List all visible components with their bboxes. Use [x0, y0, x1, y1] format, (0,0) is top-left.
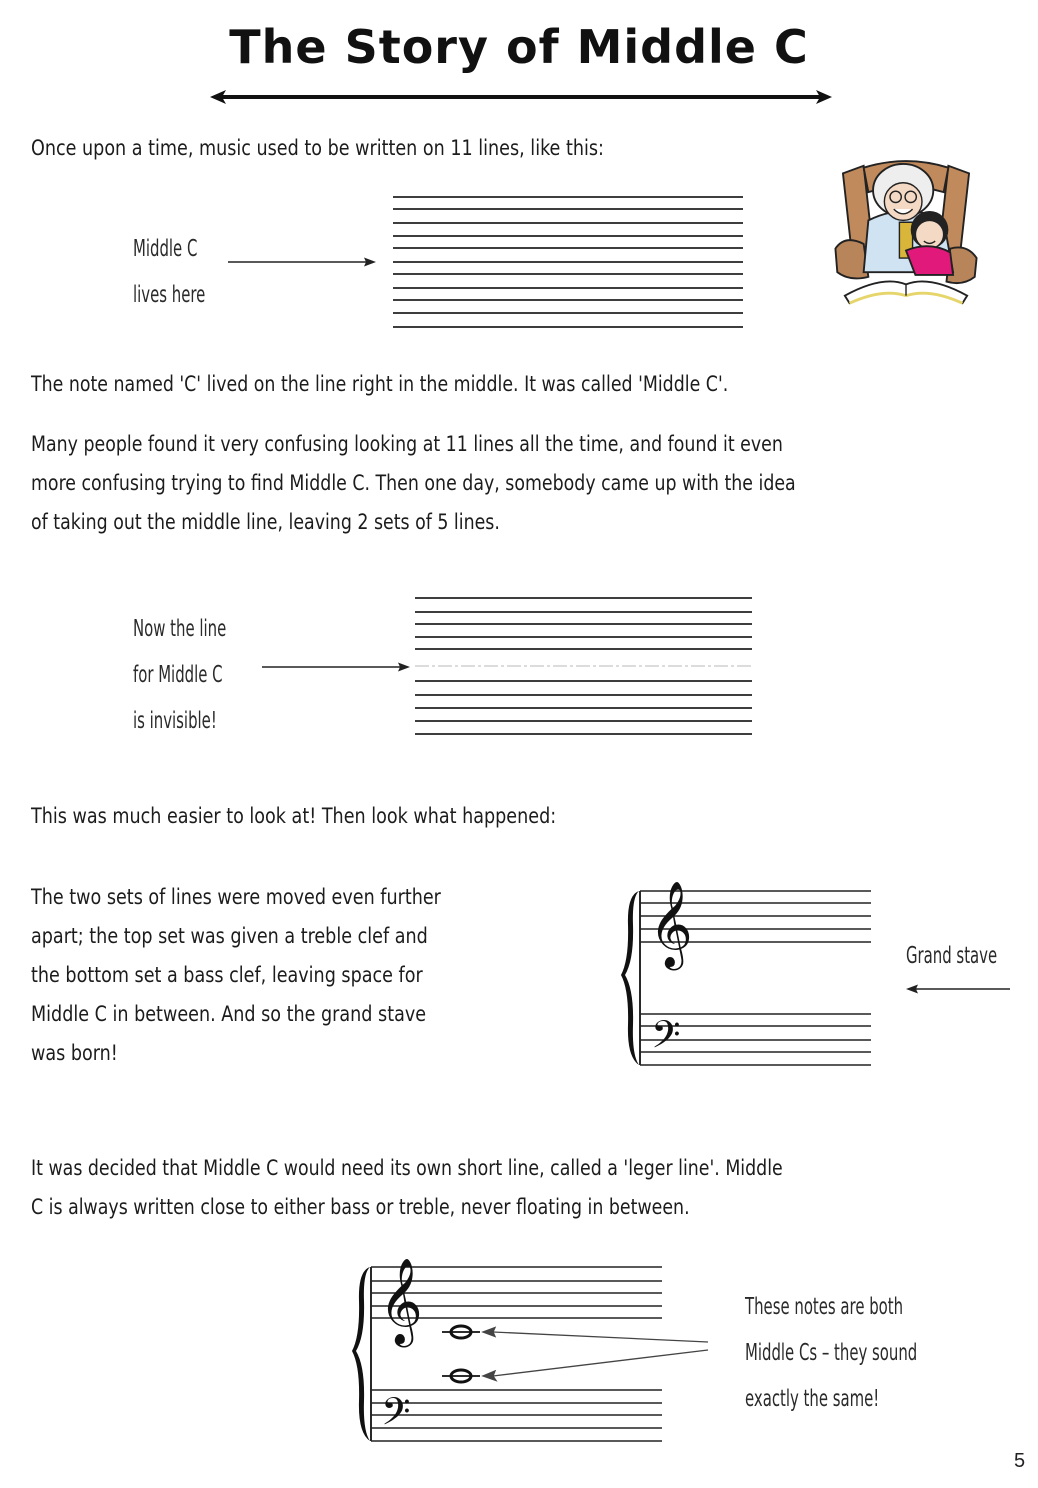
easier-paragraph: This was much easier to look at! Then look what happened: — [31, 804, 557, 828]
staff-split-lines — [415, 592, 755, 742]
paragraph-line: of taking out the middle line, leaving 2 sets of 5 lines. — [31, 510, 500, 534]
annotation-invisible-line — [133, 606, 226, 744]
paragraph-line: more confusing trying to find Middle C. Then one day, somebody came up with the idea — [31, 471, 796, 495]
annotation-line: Middle Cs – they sound — [745, 1340, 918, 1366]
annotation-grand-stave: Grand stave — [906, 943, 998, 969]
paragraph-line: C is always written close to either bass or treble, never floating in between. — [31, 1195, 690, 1219]
pointer-arrows — [483, 1328, 708, 1381]
grandmother-reading-illustration — [826, 152, 986, 317]
bass-clef-icon: 𝄢 — [381, 1389, 411, 1443]
paragraph-line: The two sets of lines were moved even further — [31, 885, 441, 909]
annotation-line: for Middle C — [133, 662, 223, 688]
annotation-both-middle-c — [745, 1284, 917, 1422]
note-named-c-paragraph: The note named 'C' lived on the line right in the middle. It was called 'Middle C'. — [31, 372, 729, 396]
middle-c-note-bass — [442, 1370, 480, 1382]
grand-stave-middle-c — [345, 1240, 715, 1445]
treble-clef-icon: 𝄞 — [379, 1258, 423, 1344]
arrow-right-icon — [228, 256, 378, 268]
grand-stave — [615, 865, 875, 1070]
paragraph-line: apart; the top set was given a treble clef and — [31, 924, 428, 948]
staff-eleven-lines — [393, 190, 745, 335]
annotation-line: is invisible! — [133, 708, 217, 734]
intro-paragraph: Once upon a time, music used to be written on 11 lines, like this: — [31, 136, 604, 160]
annotation-line: exactly the same! — [745, 1386, 880, 1412]
brace-icon — [621, 891, 639, 1065]
treble-clef-icon: 𝄞 — [649, 881, 693, 967]
paragraph-line: Many people found it very confusing looking at 11 lines all the time, and found it even — [31, 432, 783, 456]
brace-icon — [352, 1267, 370, 1441]
arrow-left-icon — [906, 983, 1011, 995]
annotation-line: lives here — [133, 282, 206, 308]
bass-clef-icon: 𝄢 — [651, 1012, 681, 1066]
page-number: 5 — [1014, 1450, 1026, 1472]
annotation-middle-c-lives-here — [133, 226, 205, 318]
middle-c-note-treble — [442, 1326, 480, 1338]
arrow-right-icon — [262, 661, 412, 673]
leger-line-paragraph — [31, 1149, 848, 1227]
paragraph-line: was born! — [31, 1041, 118, 1065]
paragraph-line: the bottom set a bass clef, leaving space for — [31, 963, 423, 987]
annotation-line: Middle C — [133, 236, 198, 262]
page-title: The Story of Middle C — [229, 20, 809, 74]
moved-apart-paragraph — [31, 878, 472, 1073]
double-arrow-divider — [210, 88, 832, 106]
paragraph-line: It was decided that Middle C would need its own short line, called a 'leger line'. Middle — [31, 1156, 783, 1180]
paragraph-line: Middle C in between. And so the grand stave — [31, 1002, 427, 1026]
annotation-line: Now the line — [133, 616, 227, 642]
confusing-paragraph — [31, 425, 862, 542]
annotation-line: These notes are both — [745, 1294, 904, 1320]
